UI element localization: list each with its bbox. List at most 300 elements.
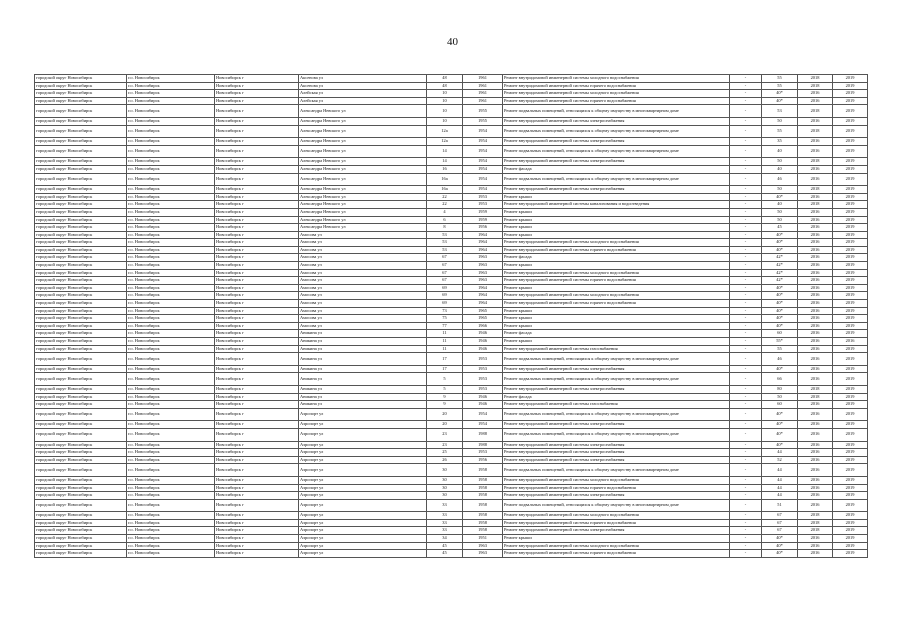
municipality-cell: г.о. Новосибирск: [127, 338, 215, 346]
work-type-cell: Ремонт внутридомовой инженерной системы электроснабжения: [503, 492, 730, 500]
house-number-cell: 45: [427, 550, 463, 558]
cost-cell: 40*: [762, 231, 798, 239]
end-year-cell: 2019: [833, 365, 868, 373]
start-year-cell: 2018: [798, 186, 833, 194]
house-number-cell: 14: [427, 145, 463, 158]
table-row: [35, 550, 868, 558]
table-row: [35, 365, 868, 373]
table-row: [35, 353, 868, 366]
street-cell: Аэропорт ул: [299, 527, 427, 535]
municipality-cell: г.о. Новосибирск: [127, 408, 215, 421]
table-row: [35, 512, 868, 520]
start-year-cell: 2016: [798, 216, 833, 224]
start-year-cell: 2016: [798, 277, 833, 285]
city-cell: Новосибирск г: [215, 393, 299, 401]
city-cell: Новосибирск г: [215, 246, 299, 254]
street-cell: Алейская ул: [299, 90, 427, 98]
start-year-cell: 2016: [798, 456, 833, 464]
build-year-cell: 1946: [463, 345, 503, 353]
house-number-cell: 17: [427, 353, 463, 366]
district-cell: городской округ Новосибирск: [35, 338, 127, 346]
blank-cell: -: [730, 512, 762, 520]
district-cell: городской округ Новосибирск: [35, 315, 127, 323]
street-cell: Аэропорт ул: [299, 464, 427, 477]
start-year-cell: 2016: [798, 345, 833, 353]
end-year-cell: 2019: [833, 315, 868, 323]
city-cell: Новосибирск г: [215, 277, 299, 285]
district-cell: городской округ Новосибирск: [35, 421, 127, 429]
city-cell: Новосибирск г: [215, 186, 299, 194]
blank-cell: -: [730, 165, 762, 173]
build-year-cell: 1954: [463, 138, 503, 146]
work-type-cell: Ремонт подвальных помещений, относящихся к общему имуществу в многоквартирном доме: [503, 125, 730, 138]
municipality-cell: г.о. Новосибирск: [127, 307, 215, 315]
work-type-cell: Ремонт внутридомовой инженерной системы газоснабжения: [503, 345, 730, 353]
blank-cell: -: [730, 224, 762, 232]
city-cell: Новосибирск г: [215, 385, 299, 393]
house-number-cell: 30: [427, 464, 463, 477]
blank-cell: -: [730, 269, 762, 277]
district-cell: городской округ Новосибирск: [35, 542, 127, 550]
work-type-cell: Ремонт внутридомовой инженерной системы холодного водоснабжения: [503, 542, 730, 550]
municipality-cell: г.о. Новосибирск: [127, 125, 215, 138]
blank-cell: -: [730, 456, 762, 464]
house-number-cell: 67: [427, 277, 463, 285]
start-year-cell: 2016: [798, 492, 833, 500]
district-cell: городской округ Новосибирск: [35, 208, 127, 216]
blank-cell: -: [730, 464, 762, 477]
build-year-cell: 1964: [463, 300, 503, 308]
district-cell: городской округ Новосибирск: [35, 441, 127, 449]
house-number-cell: 30: [427, 476, 463, 484]
work-type-cell: Ремонт внутридомовой инженерной системы холодного водоснабжения: [503, 269, 730, 277]
table-row: [35, 239, 868, 247]
cost-cell: 66: [762, 373, 798, 386]
street-cell: Аэропорт ул: [299, 512, 427, 520]
end-year-cell: 2019: [833, 75, 868, 83]
build-year-cell: 1958: [463, 512, 503, 520]
blank-cell: -: [730, 208, 762, 216]
municipality-cell: г.о. Новосибирск: [127, 186, 215, 194]
blank-cell: -: [730, 105, 762, 118]
street-cell: Аэропорт ул: [299, 408, 427, 421]
street-cell: Амосова ул: [299, 262, 427, 270]
build-year-cell: 1963: [463, 254, 503, 262]
blank-cell: -: [730, 484, 762, 492]
table-row: [35, 224, 868, 232]
start-year-cell: 2018: [798, 512, 833, 520]
district-cell: городской округ Новосибирск: [35, 246, 127, 254]
table-row: [35, 97, 868, 105]
municipality-cell: г.о. Новосибирск: [127, 201, 215, 209]
district-cell: городской округ Новосибирск: [35, 300, 127, 308]
district-cell: городской округ Новосибирск: [35, 307, 127, 315]
house-number-cell: 9: [427, 401, 463, 409]
municipality-cell: г.о. Новосибирск: [127, 208, 215, 216]
district-cell: городской округ Новосибирск: [35, 277, 127, 285]
cost-cell: 55: [762, 125, 798, 138]
cost-cell: 42*: [762, 262, 798, 270]
district-cell: городской округ Новосибирск: [35, 284, 127, 292]
start-year-cell: 2018: [798, 527, 833, 535]
district-cell: городской округ Новосибирск: [35, 449, 127, 457]
street-cell: Аэропорт ул: [299, 542, 427, 550]
end-year-cell: 2019: [833, 385, 868, 393]
house-number-cell: 33: [427, 512, 463, 520]
end-year-cell: 2019: [833, 512, 868, 520]
city-cell: Новосибирск г: [215, 542, 299, 550]
table-row: [35, 231, 868, 239]
start-year-cell: 2018: [798, 75, 833, 83]
work-type-cell: Ремонт крыши: [503, 193, 730, 201]
house-number-cell: 77: [427, 322, 463, 330]
house-number-cell: 14: [427, 158, 463, 166]
municipality-cell: г.о. Новосибирск: [127, 527, 215, 535]
end-year-cell: 2019: [833, 476, 868, 484]
blank-cell: -: [730, 117, 762, 125]
street-cell: Амосова ул: [299, 307, 427, 315]
street-cell: Аэропорт ул: [299, 441, 427, 449]
house-number-cell: 67: [427, 262, 463, 270]
house-number-cell: 6: [427, 216, 463, 224]
house-number-cell: 48: [427, 75, 463, 83]
table-row: [35, 499, 868, 512]
end-year-cell: 2019: [833, 246, 868, 254]
start-year-cell: 2018: [798, 125, 833, 138]
start-year-cell: 2018: [798, 158, 833, 166]
municipality-cell: г.о. Новосибирск: [127, 138, 215, 146]
city-cell: Новосибирск г: [215, 353, 299, 366]
street-cell: Аникина ул: [299, 330, 427, 338]
street-cell: Амосова ул: [299, 231, 427, 239]
blank-cell: -: [730, 365, 762, 373]
blank-cell: -: [730, 193, 762, 201]
municipality-cell: г.о. Новосибирск: [127, 428, 215, 441]
table-row: [35, 428, 868, 441]
blank-cell: -: [730, 201, 762, 209]
street-cell: Амосова ул: [299, 277, 427, 285]
end-year-cell: 2019: [833, 165, 868, 173]
work-type-cell: Ремонт подвальных помещений, относящихся к общему имуществу в многоквартирном доме: [503, 105, 730, 118]
start-year-cell: 2016: [798, 231, 833, 239]
build-year-cell: 1961: [463, 82, 503, 90]
house-number-cell: 73: [427, 307, 463, 315]
table-row: [35, 186, 868, 194]
end-year-cell: 2019: [833, 145, 868, 158]
municipality-cell: г.о. Новосибирск: [127, 239, 215, 247]
city-cell: Новосибирск г: [215, 97, 299, 105]
start-year-cell: 2016: [798, 307, 833, 315]
build-year-cell: 1964: [463, 292, 503, 300]
blank-cell: -: [730, 277, 762, 285]
house-number-cell: 67: [427, 254, 463, 262]
cost-cell: 60: [762, 401, 798, 409]
city-cell: Новосибирск г: [215, 373, 299, 386]
work-type-cell: Ремонт внутридомовой инженерной системы холодного водоснабжения: [503, 75, 730, 83]
blank-cell: -: [730, 476, 762, 484]
cost-cell: 50: [762, 186, 798, 194]
work-type-cell: Ремонт крыши: [503, 262, 730, 270]
end-year-cell: 2019: [833, 269, 868, 277]
city-cell: Новосибирск г: [215, 315, 299, 323]
table-row: [35, 373, 868, 386]
cost-cell: 44: [762, 492, 798, 500]
district-cell: городской округ Новосибирск: [35, 224, 127, 232]
end-year-cell: 2019: [833, 401, 868, 409]
street-cell: Александра Невского ул: [299, 145, 427, 158]
work-type-cell: Ремонт крыши: [503, 208, 730, 216]
build-year-cell: 1964: [463, 239, 503, 247]
start-year-cell: 2016: [798, 542, 833, 550]
build-year-cell: 1966: [463, 322, 503, 330]
table-row: [35, 75, 868, 83]
start-year-cell: 2016: [798, 224, 833, 232]
build-year-cell: 1963: [463, 269, 503, 277]
city-cell: Новосибирск г: [215, 449, 299, 457]
work-type-cell: Ремонт внутридомовой инженерной системы горячего водоснабжения: [503, 484, 730, 492]
table-row: [35, 441, 868, 449]
end-year-cell: 2019: [833, 393, 868, 401]
build-year-cell: 1951: [463, 535, 503, 543]
build-year-cell: 1988: [463, 441, 503, 449]
cost-cell: 40*: [762, 408, 798, 421]
work-type-cell: Ремонт фасада: [503, 330, 730, 338]
work-type-cell: Ремонт подвальных помещений, относящихся к общему имуществу в многоквартирном доме: [503, 173, 730, 186]
municipality-cell: г.о. Новосибирск: [127, 449, 215, 457]
blank-cell: -: [730, 173, 762, 186]
municipality-cell: г.о. Новосибирск: [127, 535, 215, 543]
work-type-cell: Ремонт фасада: [503, 165, 730, 173]
blank-cell: -: [730, 186, 762, 194]
work-type-cell: Ремонт внутридомовой инженерной системы горячего водоснабжения: [503, 277, 730, 285]
district-cell: городской округ Новосибирск: [35, 373, 127, 386]
start-year-cell: 2016: [798, 338, 833, 346]
table-row: [35, 254, 868, 262]
build-year-cell: 1954: [463, 408, 503, 421]
end-year-cell: 2019: [833, 82, 868, 90]
end-year-cell: 2019: [833, 441, 868, 449]
city-cell: Новосибирск г: [215, 75, 299, 83]
table-row: [35, 145, 868, 158]
municipality-cell: г.о. Новосибирск: [127, 353, 215, 366]
build-year-cell: 1955: [463, 105, 503, 118]
district-cell: городской округ Новосибирск: [35, 125, 127, 138]
house-number-cell: 53: [427, 239, 463, 247]
house-number-cell: 10: [427, 97, 463, 105]
blank-cell: -: [730, 216, 762, 224]
street-cell: Александра Невского ул: [299, 173, 427, 186]
municipality-cell: г.о. Новосибирск: [127, 165, 215, 173]
city-cell: Новосибирск г: [215, 82, 299, 90]
table-row: [35, 519, 868, 527]
build-year-cell: 1956: [463, 224, 503, 232]
city-cell: Новосибирск г: [215, 535, 299, 543]
district-cell: городской округ Новосибирск: [35, 82, 127, 90]
table-row: [35, 476, 868, 484]
build-year-cell: 1958: [463, 492, 503, 500]
street-cell: Александра Невского ул: [299, 158, 427, 166]
table-row: [35, 82, 868, 90]
end-year-cell: 2019: [833, 117, 868, 125]
house-number-cell: 75: [427, 315, 463, 323]
work-type-cell: Ремонт крыши: [503, 231, 730, 239]
build-year-cell: 1954: [463, 186, 503, 194]
house-number-cell: 33: [427, 519, 463, 527]
end-year-cell: 2019: [833, 527, 868, 535]
district-cell: городской округ Новосибирск: [35, 231, 127, 239]
start-year-cell: 2016: [798, 173, 833, 186]
build-year-cell: 1961: [463, 75, 503, 83]
house-number-cell: 26: [427, 456, 463, 464]
district-cell: городской округ Новосибирск: [35, 216, 127, 224]
cost-cell: 40*: [762, 550, 798, 558]
municipality-cell: г.о. Новосибирск: [127, 284, 215, 292]
table-row: [35, 408, 868, 421]
build-year-cell: 1959: [463, 216, 503, 224]
cost-cell: 40*: [762, 97, 798, 105]
district-cell: городской округ Новосибирск: [35, 401, 127, 409]
city-cell: Новосибирск г: [215, 322, 299, 330]
city-cell: Новосибирск г: [215, 125, 299, 138]
cost-cell: 44: [762, 449, 798, 457]
work-type-cell: Ремонт крыши: [503, 338, 730, 346]
end-year-cell: 2016: [833, 338, 868, 346]
blank-cell: -: [730, 158, 762, 166]
table-row: [35, 542, 868, 550]
cost-cell: 40*: [762, 322, 798, 330]
cost-cell: 67: [762, 519, 798, 527]
house-number-cell: 69: [427, 292, 463, 300]
city-cell: Новосибирск г: [215, 193, 299, 201]
cost-cell: 52: [762, 456, 798, 464]
city-cell: Новосибирск г: [215, 158, 299, 166]
street-cell: Аэропорт ул: [299, 492, 427, 500]
table-row: [35, 208, 868, 216]
street-cell: Аэропорт ул: [299, 449, 427, 457]
table-row: [35, 173, 868, 186]
house-number-cell: 12а: [427, 125, 463, 138]
table-row: [35, 338, 868, 346]
district-cell: городской округ Новосибирск: [35, 75, 127, 83]
cost-cell: 50: [762, 393, 798, 401]
blank-cell: -: [730, 428, 762, 441]
table-row: [35, 449, 868, 457]
street-cell: Аэропорт ул: [299, 535, 427, 543]
district-cell: городской округ Новосибирск: [35, 353, 127, 366]
cost-cell: 44: [762, 476, 798, 484]
blank-cell: -: [730, 322, 762, 330]
house-number-cell: 20: [427, 408, 463, 421]
municipality-cell: г.о. Новосибирск: [127, 330, 215, 338]
build-year-cell: 1956: [463, 456, 503, 464]
municipality-cell: г.о. Новосибирск: [127, 254, 215, 262]
street-cell: Аникина ул: [299, 338, 427, 346]
work-type-cell: Ремонт подвальных помещений, относящихся к общему имуществу в многоквартирном доме: [503, 408, 730, 421]
page-number: 40: [447, 36, 458, 48]
city-cell: Новосибирск г: [215, 421, 299, 429]
end-year-cell: 2019: [833, 542, 868, 550]
end-year-cell: 2019: [833, 499, 868, 512]
repair-register-table: [34, 74, 868, 558]
start-year-cell: 2016: [798, 300, 833, 308]
build-year-cell: 1958: [463, 519, 503, 527]
cost-cell: 40*: [762, 542, 798, 550]
cost-cell: 67: [762, 512, 798, 520]
build-year-cell: 1953: [463, 201, 503, 209]
start-year-cell: 2016: [798, 138, 833, 146]
house-number-cell: 10: [427, 117, 463, 125]
cost-cell: 67: [762, 527, 798, 535]
blank-cell: -: [730, 492, 762, 500]
end-year-cell: 2019: [833, 105, 868, 118]
work-type-cell: Ремонт внутридомовой инженерной системы горячего водоснабжения: [503, 300, 730, 308]
work-type-cell: Ремонт крыши: [503, 216, 730, 224]
work-type-cell: Ремонт крыши: [503, 224, 730, 232]
street-cell: Аэропорт ул: [299, 519, 427, 527]
municipality-cell: г.о. Новосибирск: [127, 499, 215, 512]
start-year-cell: 2018: [798, 201, 833, 209]
municipality-cell: г.о. Новосибирск: [127, 173, 215, 186]
table-row: [35, 322, 868, 330]
work-type-cell: Ремонт внутридомовой инженерной системы холодного водоснабжения: [503, 512, 730, 520]
district-cell: городской округ Новосибирск: [35, 393, 127, 401]
end-year-cell: 2019: [833, 421, 868, 429]
table-row: [35, 269, 868, 277]
cost-cell: 50: [762, 158, 798, 166]
work-type-cell: Ремонт подвальных помещений, относящихся к общему имуществу в многоквартирном доме: [503, 373, 730, 386]
district-cell: городской округ Новосибирск: [35, 90, 127, 98]
district-cell: городской округ Новосибирск: [35, 519, 127, 527]
blank-cell: -: [730, 292, 762, 300]
house-number-cell: 10: [427, 90, 463, 98]
street-cell: Амосова ул: [299, 269, 427, 277]
house-number-cell: 25: [427, 449, 463, 457]
municipality-cell: г.о. Новосибирск: [127, 105, 215, 118]
city-cell: Новосибирск г: [215, 519, 299, 527]
build-year-cell: 1958: [463, 484, 503, 492]
blank-cell: -: [730, 90, 762, 98]
end-year-cell: 2019: [833, 330, 868, 338]
blank-cell: -: [730, 246, 762, 254]
cost-cell: 40*: [762, 535, 798, 543]
table-row: [35, 201, 868, 209]
municipality-cell: г.о. Новосибирск: [127, 90, 215, 98]
city-cell: Новосибирск г: [215, 165, 299, 173]
cost-cell: 42*: [762, 254, 798, 262]
blank-cell: -: [730, 373, 762, 386]
end-year-cell: 2019: [833, 277, 868, 285]
build-year-cell: 1963: [463, 262, 503, 270]
end-year-cell: 2019: [833, 464, 868, 477]
build-year-cell: 1953: [463, 353, 503, 366]
build-year-cell: 1954: [463, 165, 503, 173]
start-year-cell: 2016: [798, 330, 833, 338]
house-number-cell: 11: [427, 330, 463, 338]
municipality-cell: г.о. Новосибирск: [127, 322, 215, 330]
work-type-cell: Ремонт внутридомовой инженерной системы горячего водоснабжения: [503, 97, 730, 105]
table-row: [35, 385, 868, 393]
table-body: [35, 75, 868, 558]
end-year-cell: 2019: [833, 456, 868, 464]
district-cell: городской округ Новосибирск: [35, 117, 127, 125]
cost-cell: 80: [762, 385, 798, 393]
district-cell: городской округ Новосибирск: [35, 292, 127, 300]
end-year-cell: 2019: [833, 254, 868, 262]
end-year-cell: 2019: [833, 158, 868, 166]
end-year-cell: 2019: [833, 262, 868, 270]
build-year-cell: 1963: [463, 550, 503, 558]
table-row: [35, 216, 868, 224]
